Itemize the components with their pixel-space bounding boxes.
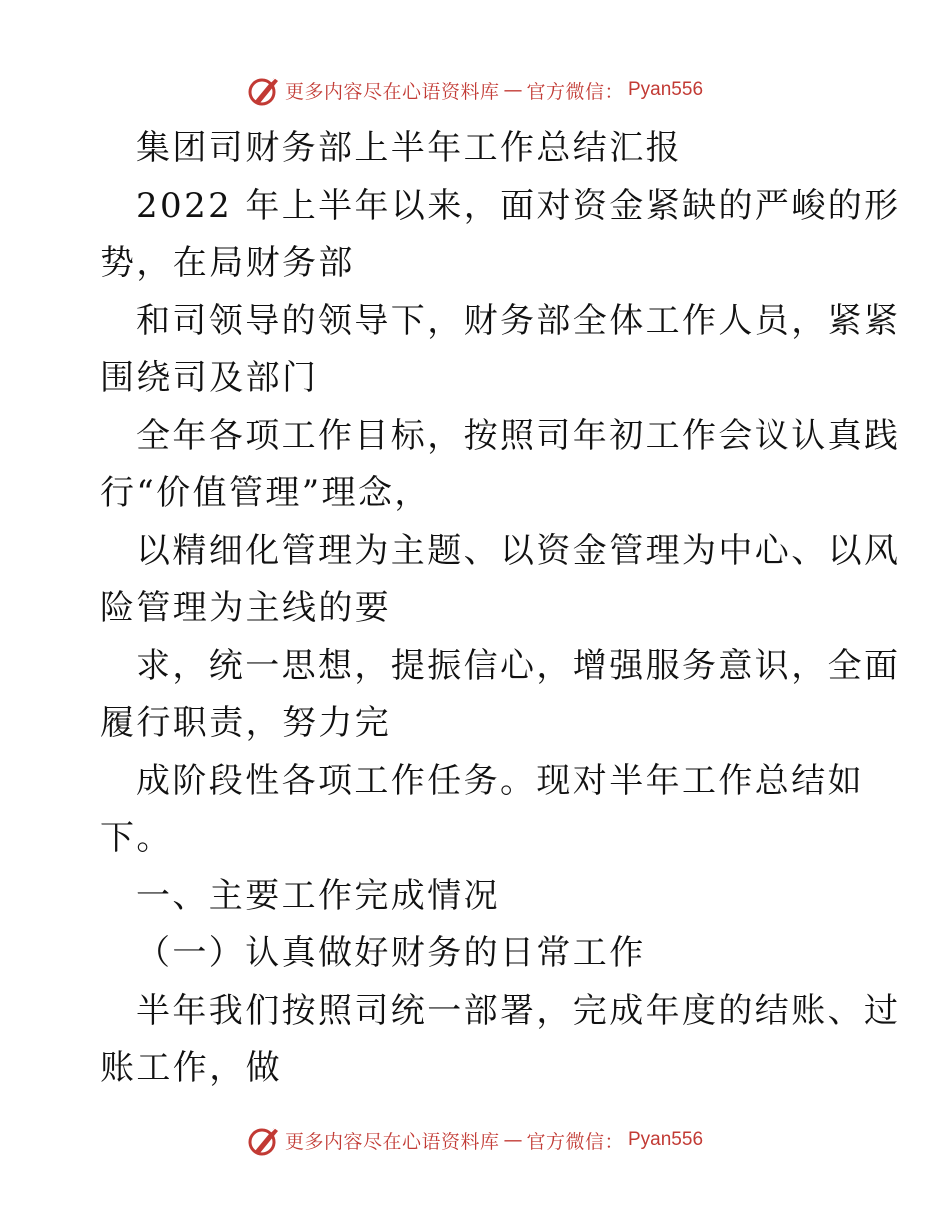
section-heading: 一、主要工作完成情况 <box>136 875 500 916</box>
watermark-wechat-id: Pyan556 <box>628 1129 704 1150</box>
watermark-separator: — <box>503 1129 523 1151</box>
document-body <box>100 120 901 1098</box>
watermark-wechat-id: Pyan556 <box>628 79 704 100</box>
text-line: 成阶段性各项工作任务。现对半年工作总结如 <box>136 760 864 801</box>
text-line: 半年我们按照司统一部署，完成年度的结账、过 <box>136 990 901 1031</box>
quill-pen-logo-icon <box>247 73 281 107</box>
text-line: 行“价值管理”理念， <box>100 473 431 513</box>
text-line: 2022 年上半年以来，面对资金紧缺的严峻的形 <box>136 185 901 226</box>
watermark-wechat-label: 官方微信： <box>526 80 624 103</box>
subsection-heading: （一）认真做好财务的日常工作 <box>136 933 646 973</box>
text-line: 和司领导的领导下，财务部全体工作人员，紧紧 <box>136 300 901 341</box>
header-watermark <box>0 70 950 110</box>
text-line: 以精细化管理为主题、以资金管理为中心、以风 <box>136 530 901 571</box>
text-line: 全年各项工作目标，按照司年初工作会议认真践 <box>136 415 901 456</box>
text-line: 险管理为主线的要 <box>100 588 392 628</box>
text-line: 履行职责，努力完 <box>100 703 392 743</box>
watermark-brand-text: 更多内容尽在心语资料库 <box>284 1130 500 1153</box>
text-line: 下。 <box>100 818 173 858</box>
footer-watermark <box>0 1120 950 1160</box>
watermark-separator: — <box>503 79 523 101</box>
text-line: 势，在局财务部 <box>100 243 355 283</box>
text-line: 求，统一思想，提振信心，增强服务意识，全面 <box>136 645 901 686</box>
text-line: 围绕司及部门 <box>100 358 319 398</box>
text-line: 集团司财务部上半年工作总结汇报 <box>136 128 682 168</box>
quill-pen-logo-icon <box>247 1123 281 1157</box>
watermark-wechat-label: 官方微信： <box>526 1130 624 1153</box>
watermark-brand-text: 更多内容尽在心语资料库 <box>284 80 500 103</box>
text-line: 账工作，做 <box>100 1048 282 1088</box>
